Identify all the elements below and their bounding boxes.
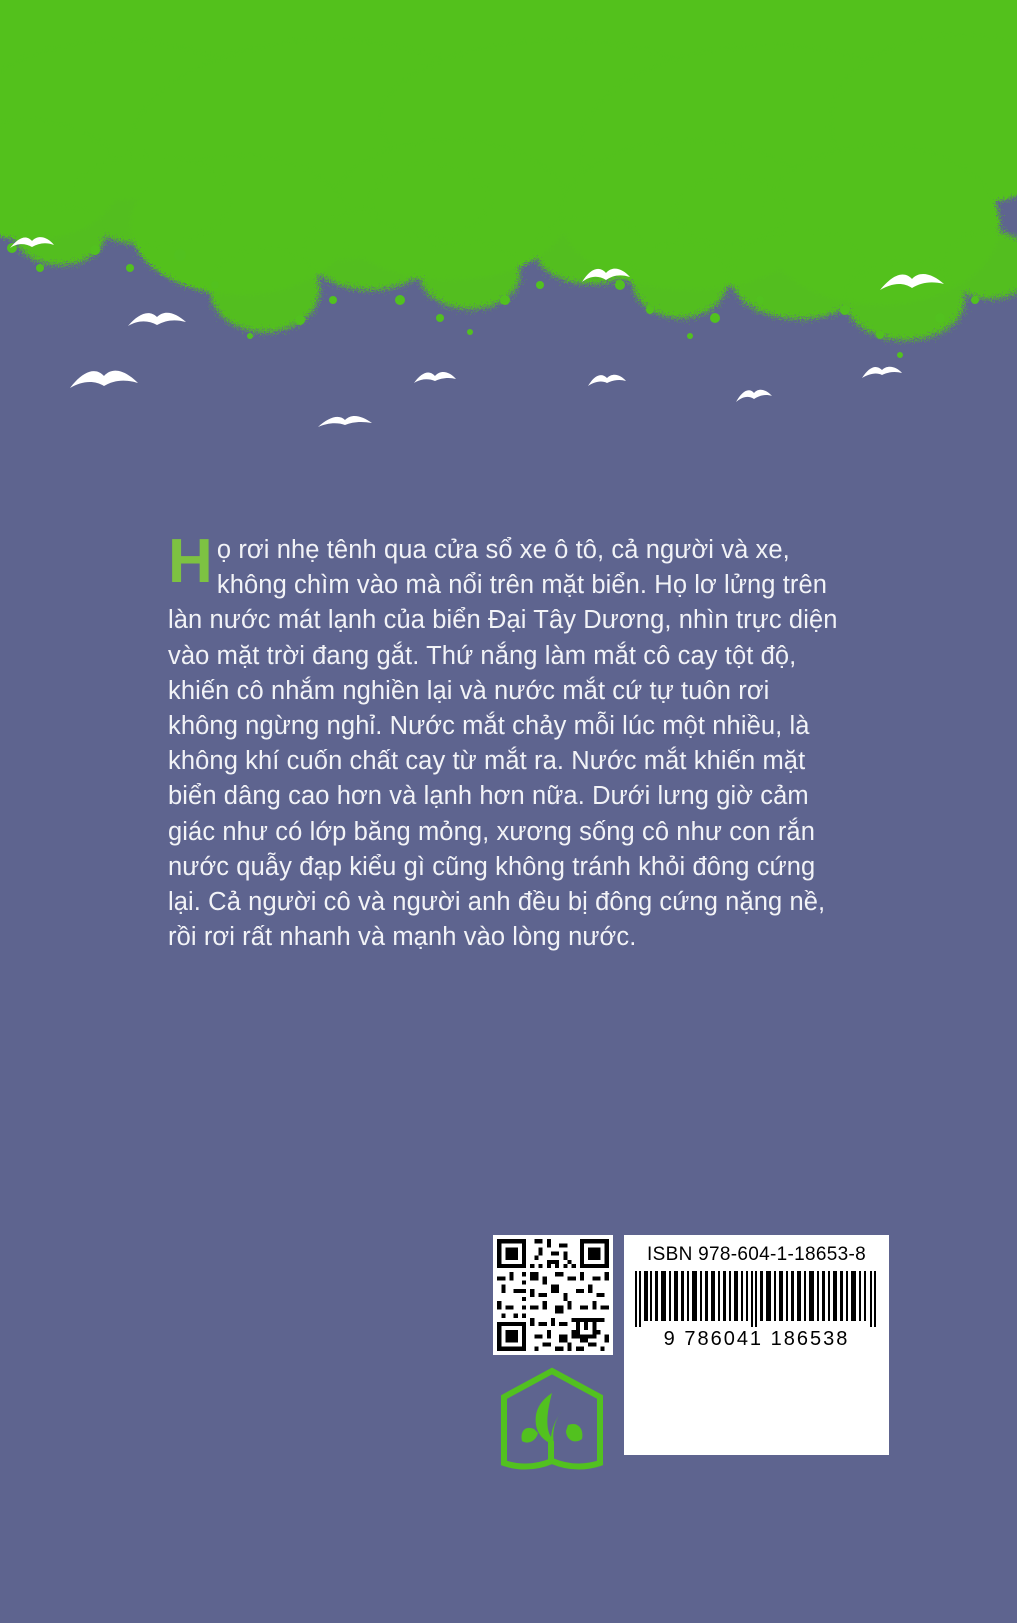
tree-canopy-illustration	[0, 0, 1017, 400]
bird-icon	[8, 232, 56, 258]
back-cover-blurb	[168, 527, 840, 955]
isbn-barcode	[624, 1235, 889, 1455]
bird-icon	[580, 262, 632, 292]
bird-icon	[860, 360, 904, 386]
bird-icon	[734, 382, 774, 410]
drop-cap: H	[168, 527, 213, 596]
bird-icon	[878, 266, 946, 302]
barcode-bars	[635, 1271, 878, 1327]
qr-code	[493, 1235, 613, 1355]
bird-icon	[68, 362, 140, 402]
bird-icon	[412, 366, 458, 392]
bird-icon	[586, 368, 628, 394]
publisher-leaf-logo	[500, 1367, 604, 1471]
isbn-label: ISBN 978-604-1-18653-8	[647, 1244, 866, 1265]
blurb-text: ọ rơi nhẹ tênh qua cửa sổ xe ô tô, cả người và xe, không chìm vào mà nổi trên mặt biển. Họ lơ lửng trên làn nước mát lạnh của biển Đại Tây Dương, nhìn trực diện vào mặt trời đang gắt. Thứ nắng làm mắt cô cay tột độ, khiến cô nhắm nghiền lại và nước mắt cứ tự tuôn rơi không ngừng nghỉ. Nước mắt chảy mỗi lúc một nhiều, là không khí cuốn chất cay từ mắt ra. Nước mắt khiến mặt biển dâng cao hơn và lạnh hơn nữa. Dưới lưng giờ cảm giác như có lớp băng mỏng, xương sống cô như con rắn nước quẫy đạp kiểu gì cũng không tránh khỏi đông cứng lại. Cả người cô và người anh đều bị đông cứng nặng nề, rồi rơi rất nhanh và mạnh vào lòng nước.	[168, 536, 838, 952]
bird-icon	[316, 408, 374, 436]
qr-code-image	[493, 1235, 613, 1355]
bird-icon	[126, 306, 188, 338]
barcode-digits: 9 786041 186538	[663, 1328, 850, 1350]
